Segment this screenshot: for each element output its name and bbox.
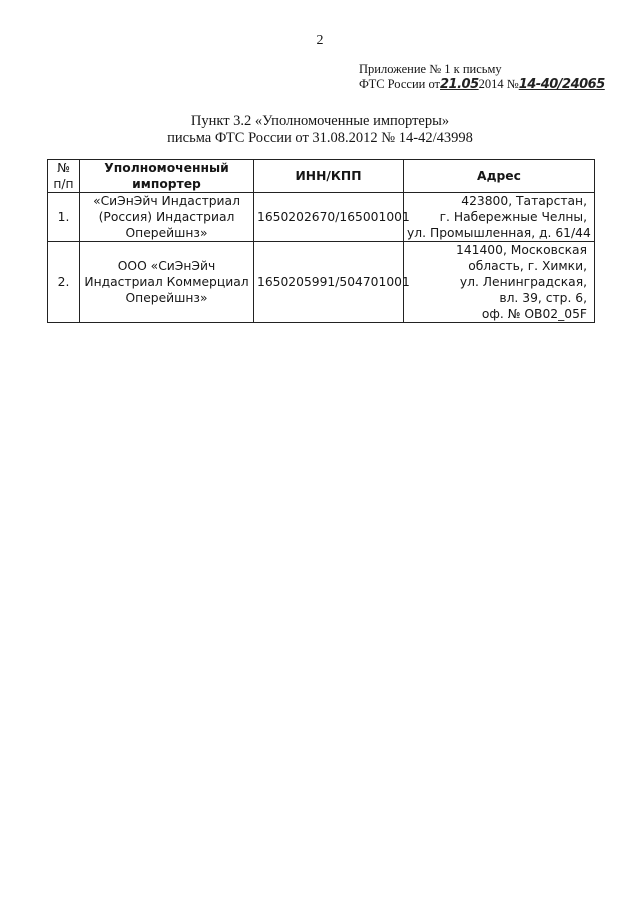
row-address — [404, 242, 595, 323]
header-num-line-2: п/п — [53, 177, 74, 191]
appendix-line-1: Приложение № 1 к письму — [359, 62, 502, 76]
importers-table — [47, 159, 595, 323]
handwritten-number: 14-40/24065 — [518, 77, 605, 92]
importer-line: Оперейшнз» — [125, 226, 208, 240]
header-importer-line-1: Уполномоченный — [104, 161, 229, 175]
table-row — [48, 193, 595, 242]
address-line: 423800, Татарстан, — [461, 194, 587, 208]
row-num: 2. — [48, 242, 80, 323]
header-num — [48, 160, 80, 193]
table-header-row — [48, 160, 595, 193]
address-line: ул. Ленинградская, — [459, 275, 587, 289]
address-line: область, г. Химки, — [468, 259, 587, 273]
handwritten-date: 21.05 — [440, 77, 479, 92]
row-inn: 1650205991/504701001 — [254, 242, 404, 323]
appendix-year: 2014 № — [478, 77, 519, 91]
header-inn: ИНН/КПП — [254, 160, 404, 193]
header-num-line-1: № — [57, 161, 70, 175]
row-importer — [80, 193, 254, 242]
appendix-prefix: ФТС России от — [359, 77, 441, 91]
header-importer-line-2: импортер — [132, 177, 201, 191]
address-line: оф. № ОВ02_05F — [481, 307, 587, 321]
importer-line: ООО «СиЭнЭйч — [117, 259, 216, 273]
importer-line: Индастриал Коммерциал — [84, 275, 249, 289]
address-line: 141400, Московская — [456, 243, 587, 257]
address-line: г. Набережные Челны, — [439, 210, 587, 224]
header-importer — [80, 160, 254, 193]
table-row — [48, 242, 595, 323]
row-address — [404, 193, 595, 242]
page-number: 2 — [316, 33, 324, 48]
importer-line: Оперейшнз» — [125, 291, 208, 305]
title-line-2: письма ФТС России от 31.08.2012 № 14-42/43998 — [167, 130, 473, 146]
appendix-note — [359, 62, 629, 92]
appendix-line-2 — [359, 77, 629, 92]
row-importer — [80, 242, 254, 323]
importer-line: (Россия) Индастриал — [98, 210, 235, 224]
importer-line: «СиЭнЭйч Индастриал — [93, 194, 240, 208]
address-line: вл. 39, стр. 6, — [499, 291, 587, 305]
row-num: 1. — [48, 193, 80, 242]
document-title — [0, 113, 640, 147]
row-inn: 1650202670/165001001 — [254, 193, 404, 242]
header-address: Адрес — [404, 160, 595, 193]
title-line-1: Пункт 3.2 «Уполномоченные импортеры» — [190, 113, 450, 129]
address-line: ул. Промышленная, д. 61/44 — [407, 226, 591, 240]
